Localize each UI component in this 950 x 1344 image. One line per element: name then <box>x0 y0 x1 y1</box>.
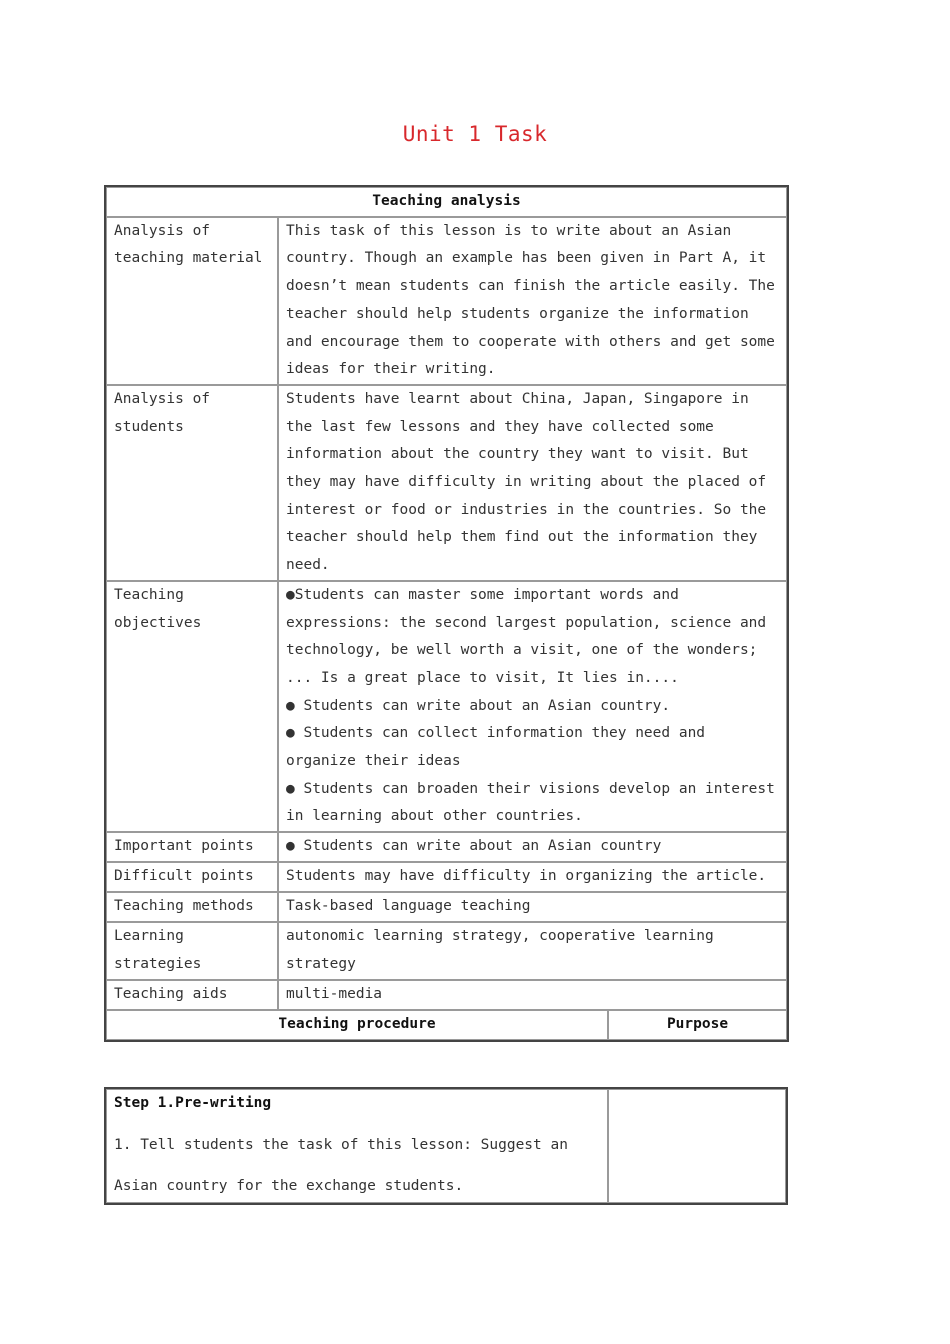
row-label-teaching-aids: Teaching aids <box>106 980 278 1010</box>
table-row <box>106 385 787 581</box>
objective-item: ● Students can broaden their visions develop an interest in learning about other countries. <box>286 780 775 825</box>
row-label-learning-strategies: Learning strategies <box>106 922 278 980</box>
objective-item: ● Students can write about an Asian country. <box>286 697 671 714</box>
row-content-teaching-aids: multi-media <box>278 980 787 1010</box>
table-row <box>106 217 787 385</box>
row-label-objectives: Teaching objectives <box>106 581 278 832</box>
row-content-learning-strategies: autonomic learning strategy, cooperative learning strategy <box>278 922 787 980</box>
row-content-difficult-points: Students may have difficulty in organizing the article. <box>278 862 787 892</box>
table-row <box>106 1089 786 1203</box>
row-content-teaching-methods: Task-based language teaching <box>278 892 787 922</box>
teaching-procedure-header: Teaching procedure <box>106 1010 608 1040</box>
row-content-important-points: ● Students can write about an Asian country <box>278 832 787 862</box>
line-spacer <box>114 1118 600 1132</box>
row-content-objectives <box>278 581 787 832</box>
teaching-procedure-table <box>104 1087 788 1205</box>
row-content-students: Students have learnt about China, Japan, Singapore in the last few lessons and they have collected some information about the country they want to visit. But they may have difficulty in writing about the placed of interest or food or industries in the countries. So the teacher should help them find out the information they need. <box>278 385 787 581</box>
table-row <box>106 980 787 1010</box>
procedure-header-row <box>106 1010 787 1040</box>
objective-item: ●Students can master some important words and expressions: the second largest population, science and technology, be well worth a visit, one of the wonders; ... Is a great place to visit, It lies in.... <box>286 586 767 686</box>
row-label-difficult-points: Difficult points <box>106 862 278 892</box>
step-title: Step 1.Pre-writing <box>114 1095 272 1111</box>
page-title: Unit 1 Task <box>402 122 548 146</box>
teaching-analysis-header: Teaching analysis <box>106 187 787 217</box>
row-label-teaching-material: Analysis of teaching material <box>106 217 278 385</box>
table-row <box>106 862 787 892</box>
objective-item: ● Students can collect information they need and organize their ideas <box>286 725 706 770</box>
row-label-students: Analysis of students <box>106 385 278 581</box>
purpose-header: Purpose <box>608 1010 787 1040</box>
table-row <box>106 832 787 862</box>
step-1-purpose-cell <box>608 1089 786 1203</box>
row-label-teaching-methods: Teaching methods <box>106 892 278 922</box>
table-row <box>106 922 787 980</box>
row-label-important-points: Important points <box>106 832 278 862</box>
teaching-analysis-table <box>104 185 789 1042</box>
step-1-cell <box>106 1089 608 1203</box>
row-content-teaching-material: This task of this lesson is to write about an Asian country. Though an example has been given in Part A, it doesn’t mean students can finish the article easily. The teacher should help students organize the information and encourage them to cooperate with others and get some ideas for their writing. <box>278 217 787 385</box>
table-row <box>106 892 787 922</box>
step-line: 1. Tell students the task of this lesson: Suggest an <box>114 1136 568 1153</box>
teaching-analysis-header-row <box>106 187 787 217</box>
table-row <box>106 581 787 832</box>
step-line: Asian country for the exchange students. <box>114 1178 464 1195</box>
line-spacer <box>114 1159 600 1173</box>
